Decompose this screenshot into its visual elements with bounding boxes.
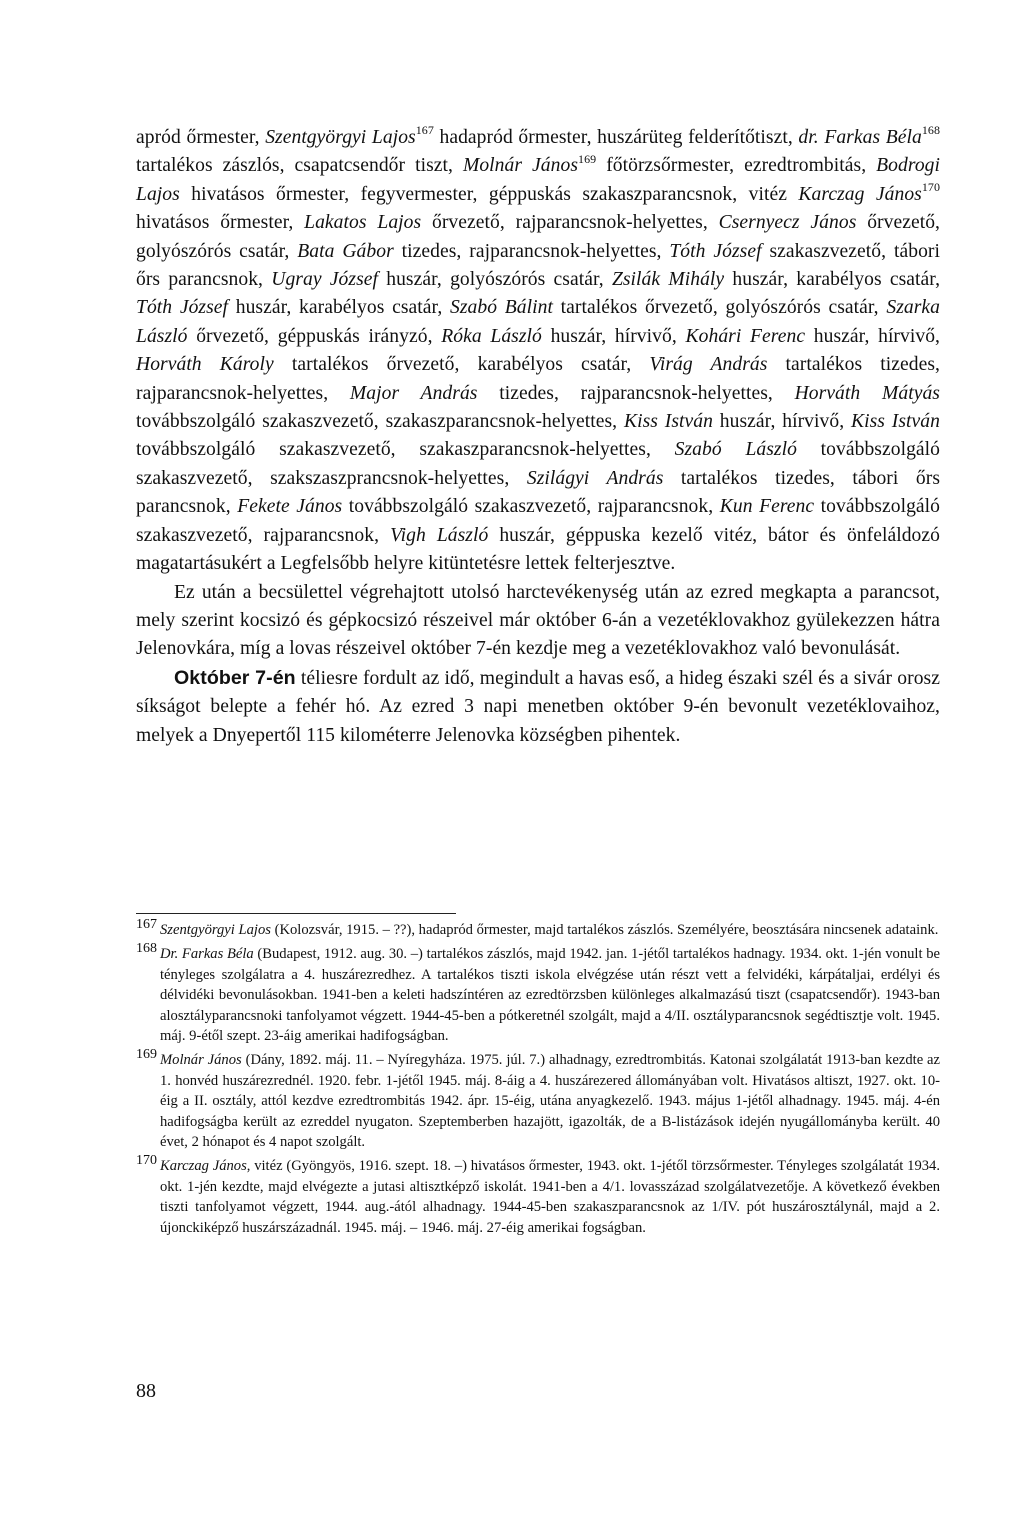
person-name: Ugray József	[271, 269, 378, 291]
footnote-number: 169	[136, 1047, 157, 1063]
text-run: apród őrmester,	[136, 127, 266, 148]
text-run: továbbszolgáló szakaszvezető, rajparancsnok,	[342, 496, 720, 518]
paragraph-3	[136, 664, 940, 750]
footnote-text: (Kolozsvár, 1915. – ??), hadapród őrmester, majd tartalékos zászlós. Személyére, beosztására nincsenek adataink.	[270, 922, 939, 938]
text-run: tartalékos tizedes, tábori őrs parancsnok,	[136, 467, 941, 518]
person-name: Kun Ferenc	[719, 496, 815, 518]
text-run: huszár, golyószórós csatár,	[378, 269, 612, 291]
person-name: Bata Gábor	[297, 240, 394, 262]
footnote-169	[136, 1047, 941, 1152]
footnote-167	[136, 917, 940, 940]
person-name: Kohári Ferenc	[685, 325, 806, 347]
person-name: Csernyecz János	[718, 212, 857, 234]
person-name: Horváth Károly	[136, 354, 274, 376]
text-run: huszár, karabélyos csatár,	[228, 297, 450, 319]
person-name: Fekete János	[237, 496, 343, 518]
person-name: Tóth József	[136, 297, 229, 319]
text-run: tartalékos őrvezető, karabélyos csatár,	[273, 354, 650, 376]
person-name: Kiss István	[851, 411, 940, 433]
footnotes	[136, 917, 941, 1242]
text-run: huszár, géppuska kezelő vitéz, bátor és önfeláldozó magatartásukért a Legfelsőbb helyre kitüntetésre lettek felterjesztve.	[136, 524, 940, 575]
bold-date: Október 7-én	[174, 666, 296, 689]
footnote-text: , vitéz (Gyöngyös, 1916. szept. 18. –) hivatásos őrmester, 1943. okt. 1-jétől törzsőrmester. Tényleges szolgálatát 1934. okt. 1-jén kezdte, majd elvégezte a jutasi altisztképző iskolát. 1941-ben a 4/1. lovasszázad szolgálatvezetője. A következő években tiszti tanfolyamot végzett, 1944. aug.-ától alhadnagy. 1944-45-ben szakaszparancsnok az 1/IV. pót huszárosztálynál, majd a 2. újonckiképző huszárszázadnál. 1945. máj. – 1946. máj. 27-éig amerikai fogságban.	[160, 1158, 940, 1236]
paragraph-1	[136, 124, 940, 579]
footnote-ref[interactable]: 170	[921, 180, 940, 195]
text-run: továbbszolgáló szakaszvezető, szakszaszprancsnok-helyettes,	[136, 439, 941, 489]
person-name: Róka László	[441, 325, 542, 347]
text-run: szakaszvezető, tábori őrs parancsnok,	[136, 240, 940, 291]
text-run: továbbszolgáló szakaszvezető, szakaszparancsnok-helyettes,	[136, 439, 675, 461]
person-name: Horváth Mátyás	[794, 382, 940, 404]
footnote-person-name: Karczag János	[160, 1158, 247, 1175]
person-name: Tóth József	[669, 240, 762, 262]
person-name: Lakatos Lajos	[304, 212, 422, 234]
main-text	[136, 124, 940, 750]
text-run: továbbszolgáló szakaszvezető, szakaszparancsnok-helyettes,	[136, 411, 624, 433]
person-name: dr. Farkas Béla	[798, 127, 922, 148]
person-name: Zsilák Mihály	[611, 269, 725, 291]
footnote-170	[136, 1153, 940, 1238]
person-name: Kiss István	[623, 411, 713, 433]
text-run: tizedes, rajparancsnok-helyettes,	[477, 382, 795, 404]
text-run: őrvezető, géppuskás irányzó,	[187, 325, 442, 347]
footnote-text: (Budapest, 1912. aug. 30. –) tartalékos zászlós, majd 1942. jan. 1-jétől tartalékos hadnagy. 1934. okt. 1-jén vonult be tényleges szolgálatra a 4. huszárezredhez. A tartalékos tiszti iskola elvégzése után részt vett a felvidéki, kárpátaljai, erdélyi és délvidéki bevonulásokban. 1941-ben a keleti hadszíntéren az ezredtörzsben különleges alkalmazású tiszt (csapatcsendőr). 1943-ban alosztályparancsnoki tanfolyamot végzett. 1944-45-ben a pótkeretnél szolgált, majd a 4/II. osztályparancsnok segédtisztje volt. 1945. máj. 9-étől szept. 23-áig amerikai hadifogságban.	[160, 946, 940, 1045]
text-run: tartalékos tizedes, rajparancsnok-helyettes,	[136, 354, 940, 404]
text-run: hadapród őrmester, huszárüteg felderítőtiszt,	[433, 127, 799, 148]
text-run: főtörzsőrmester, ezredtrombitás,	[596, 155, 877, 177]
footnote-ref[interactable]: 168	[921, 123, 941, 138]
text-run: őrvezető, golyószórós csatár,	[136, 212, 940, 262]
text-run: hivatásos őrmester,	[136, 212, 305, 234]
footnote-separator	[136, 913, 456, 914]
footnote-ref[interactable]: 167	[415, 123, 434, 138]
page-number: 88	[136, 1380, 156, 1402]
text-run: tartalékos zászlós, csapatcsendőr tiszt,	[136, 155, 463, 177]
person-name: Bodrogi Lajos	[136, 155, 941, 205]
person-name: Vigh László	[390, 524, 489, 546]
person-name: Szentgyörgyi Lajos	[265, 127, 416, 148]
text-run: továbbszolgáló szakaszvezető, rajparancsnok,	[136, 496, 940, 546]
footnote-person-name: Molnár János	[160, 1052, 242, 1069]
footnote-number: 168	[136, 941, 157, 957]
text-run: tartalékos őrvezető, golyószórós csatár,	[552, 297, 887, 319]
footnote-ref[interactable]: 169	[578, 151, 597, 166]
footnote-number: 170	[136, 1153, 157, 1169]
text-run: téliesre fordult az idő, megindult a havas eső, a hideg északi szél és a sivár orosz síkságot belepte a fehér hó. Az ezred 3 napi menetben október 9-én bevonult vezetéklovaihoz, melyek a Dnyepertől 115 kilométerre Jelenovka községben pihentek.	[136, 667, 940, 746]
person-name: Szarka László	[136, 297, 940, 347]
text-run: huszár, karabélyos csatár,	[724, 269, 941, 291]
footnote-text: (Dány, 1892. máj. 11. – Nyíregyháza. 1975. júl. 7.) alhadnagy, ezredtrombitás. Katonai szolgálatát 1913-ban kezdte az 1. honvéd huszárezrednél. 1920. febr. 1-jétől 1945. máj. 8-áig a 4. huszárezered állományában volt. Hivatásos altiszt, 1927. okt. 10-éig a II. osztály, attól kezdve ezredtrombitás 1942. ápr. 15-éig, utána anyagkezelő. 1943. május 1-jétől alhadnagy. 1945. máj. 4-én hadifogságba került az ezreddel nyugaton. Szeptemberben hazajött, igazolták, de a B-listázások idején nyugállományba került. 40 évet, 2 hónapot és 4 napot szolgált.	[160, 1052, 941, 1151]
person-name: Karczag János	[798, 183, 922, 205]
person-name: Szilágyi András	[526, 467, 664, 489]
text-run: huszár, hírvivő,	[712, 411, 851, 433]
footnote-person-name: Szentgyörgyi Lajos	[160, 922, 271, 938]
text-run: huszár, hírvivő,	[805, 325, 940, 347]
text-run: tizedes, rajparancsnok-helyettes,	[393, 240, 670, 262]
footnote-person-name: Dr. Farkas Béla	[160, 946, 254, 963]
text-run: őrvezető, rajparancsnok-helyettes,	[421, 212, 719, 234]
footnote-168	[136, 941, 940, 1046]
footnote-number: 167	[136, 917, 157, 932]
paragraph-2: Ez után a becsülettel végrehajtott utolsó harctevékenység után az ezred megkapta a parancsot, mely szerint kocsizó és gépkocsizó részeivel már október 6-án a vezetéklovakhoz gyülekezzen hátra Jelenovkára, míg a lovas részeivel október 7-én kezdje meg a vezetéklovakhoz való bevonulását.	[136, 581, 940, 660]
person-name: Virág András	[649, 354, 768, 376]
text-run: huszár, hírvivő,	[541, 325, 686, 347]
person-name: Molnár János	[462, 155, 579, 177]
person-name: Major András	[349, 382, 478, 404]
text-run: hivatásos őrmester, fegyvermester, géppuskás szakaszparancsnok, vitéz	[179, 183, 799, 205]
person-name: Szabó László	[674, 439, 797, 461]
person-name: Szabó Bálint	[449, 297, 553, 319]
